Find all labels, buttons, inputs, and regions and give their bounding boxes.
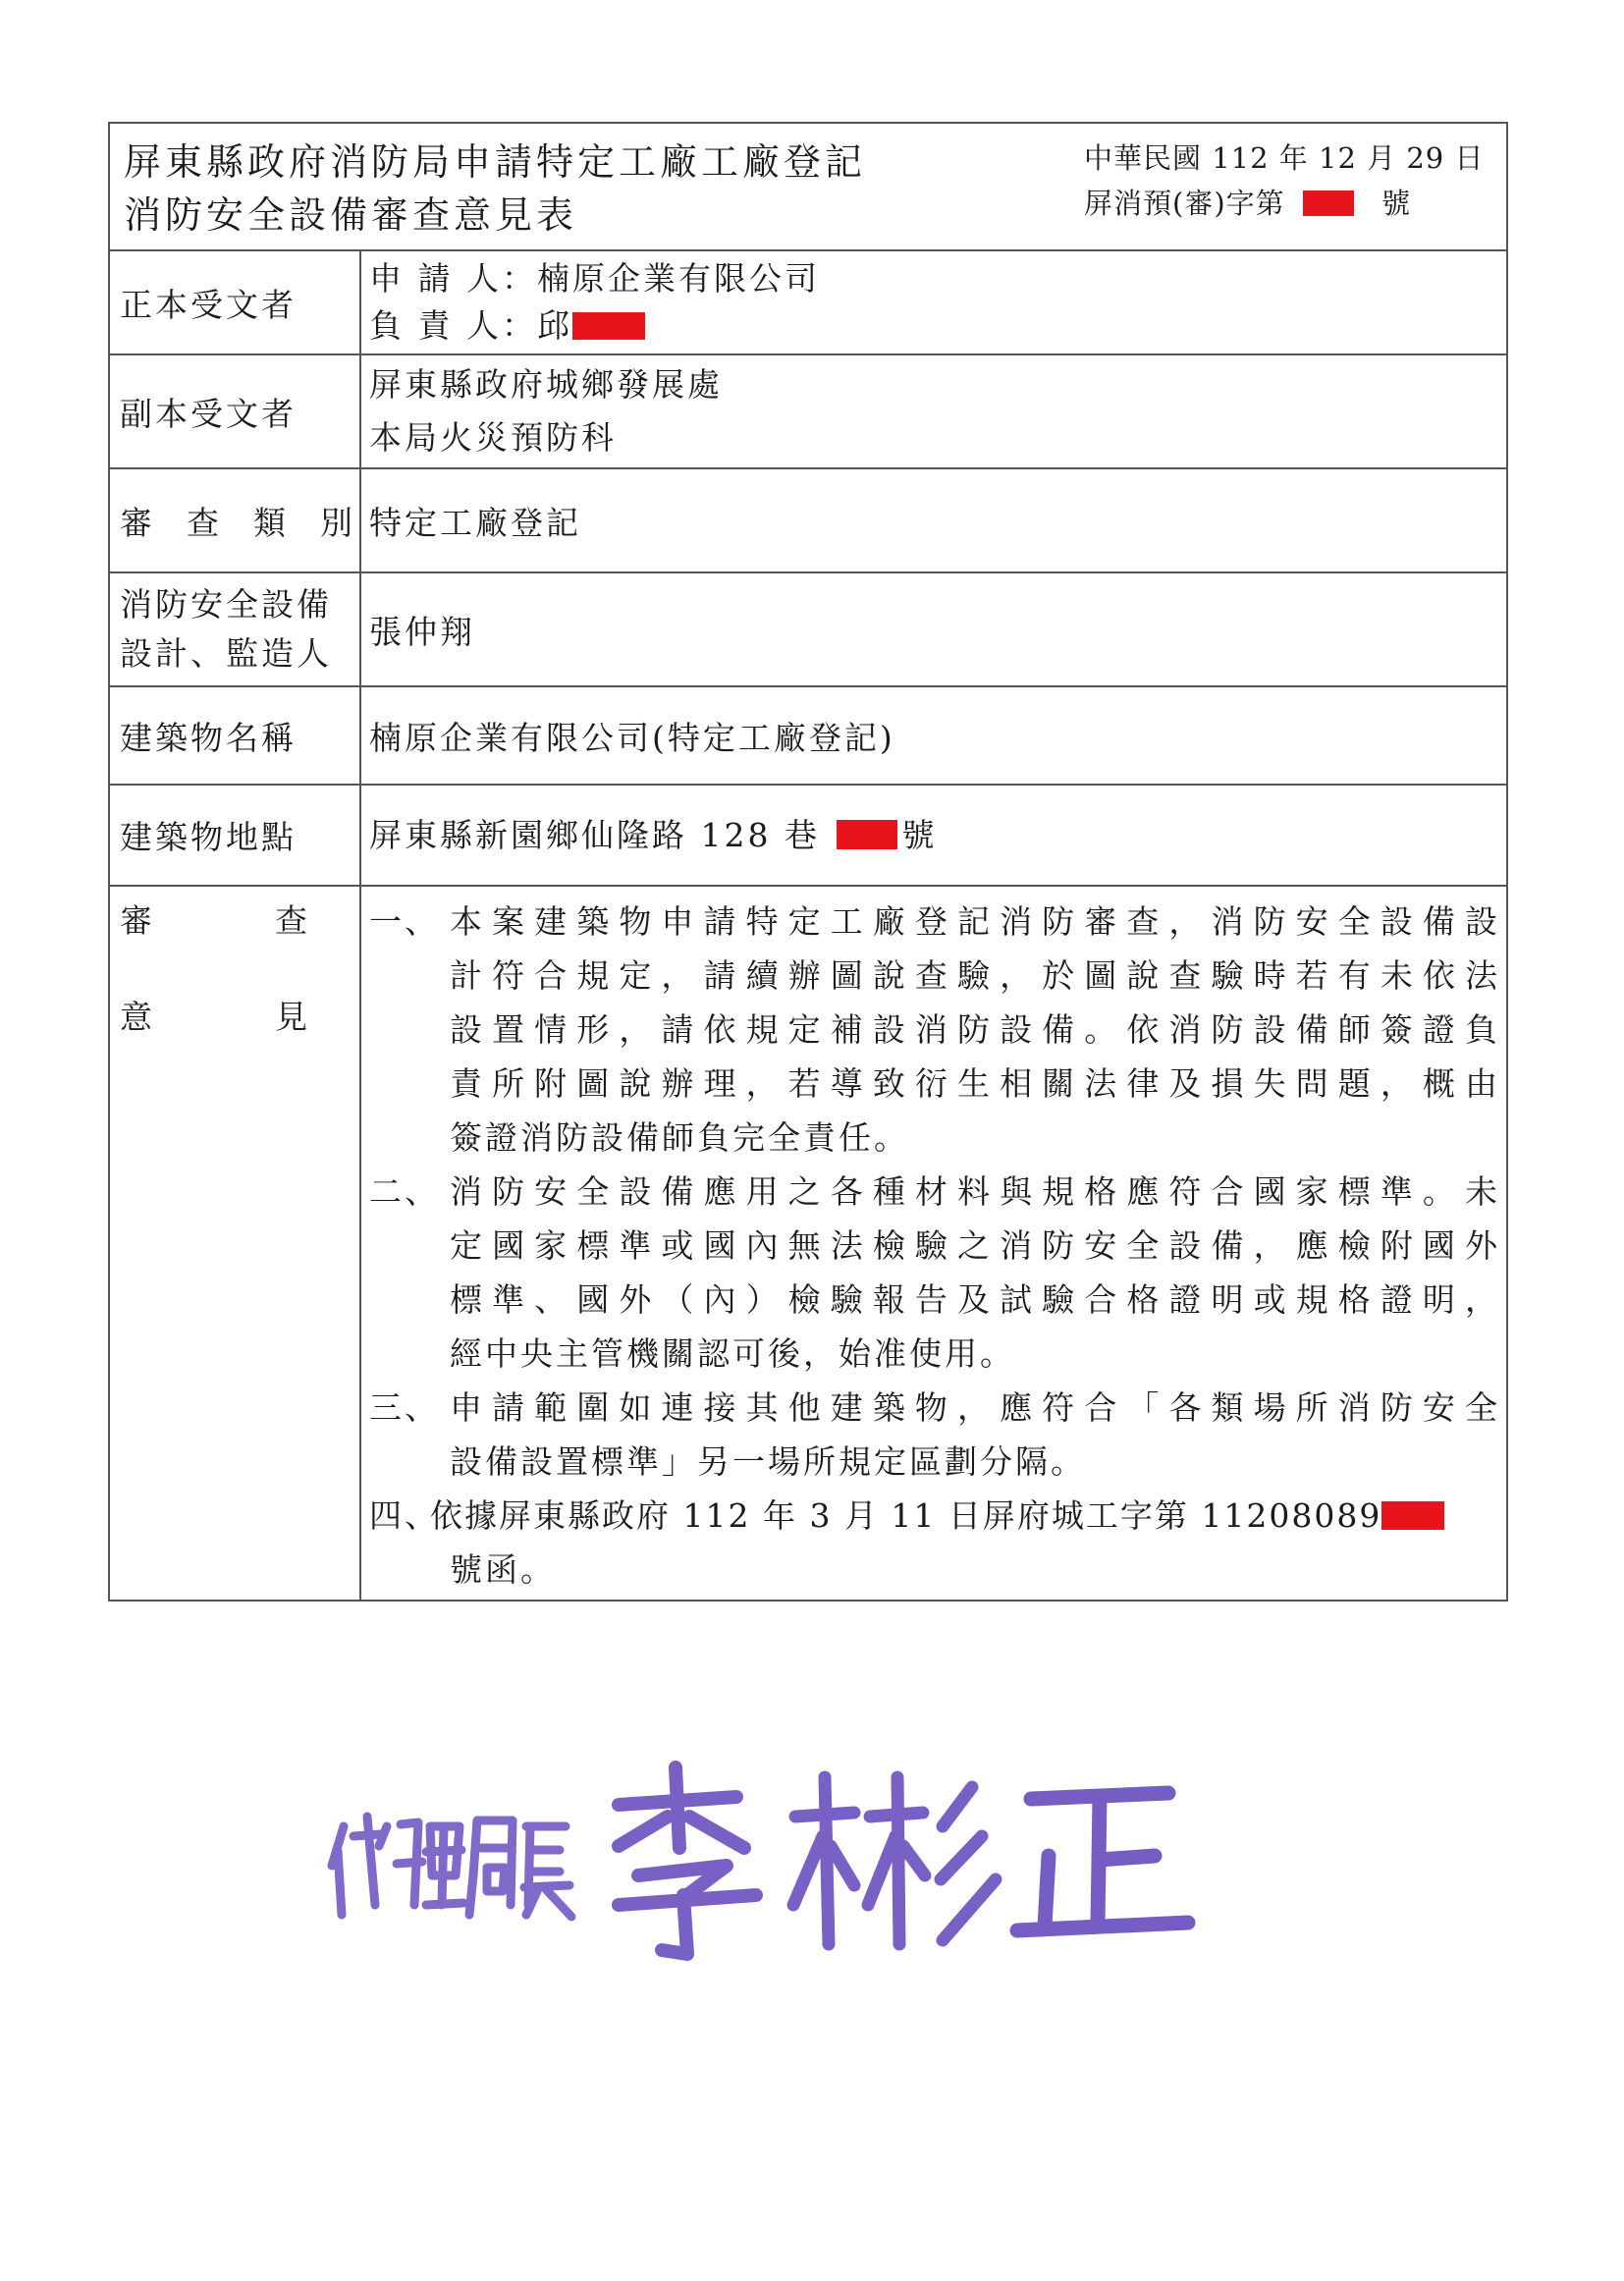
designer-label-line2: 設計、監造人 (120, 634, 332, 673)
redaction-block (1381, 1501, 1444, 1531)
designer-label-line1: 消防安全設備 (120, 585, 332, 624)
item-body (450, 1381, 1506, 1489)
copy-recipient-row (108, 355, 1508, 469)
reference-number (1084, 181, 1506, 226)
label-char: 查 (275, 901, 310, 940)
issue-date: 中華民國 112 年 12 月 29 日 (1084, 141, 1485, 175)
review-type-label (110, 469, 361, 571)
item-line: 設置情形，請依規定補設消防設備。依消防設備師簽證負 (450, 1010, 1500, 1049)
item-line: 號函。 (450, 1550, 556, 1589)
label-char: 審 (120, 503, 155, 542)
owner-line (369, 302, 1506, 350)
form-header (108, 122, 1508, 251)
item-line: 責所附圖說辦理，若導致衍生相關法律及損失問題，概由 (450, 1064, 1500, 1103)
applicant-name: 楠原企業有限公司 (536, 259, 820, 298)
review-type-row (108, 469, 1508, 573)
opinion-item-3 (369, 1381, 1506, 1489)
building-location-prefix: 屏東縣新園鄉仙隆路 128 巷 (369, 815, 820, 854)
building-location-row (108, 786, 1508, 887)
building-name-label: 建築物名稱 (110, 687, 361, 784)
item-line: 經中央主管機關認可後，始准使用。 (450, 1334, 1015, 1373)
reference-prefix: 屏消預(審)字第 (1084, 187, 1285, 220)
form-title-line1: 屏東縣政府消防局申請特定工廠工廠登記 (124, 140, 867, 184)
item-line: 設備設置標準」另一場所規定區劃分隔。 (450, 1442, 1086, 1481)
main-recipient-value (361, 251, 1506, 353)
copy-recipient-value (361, 355, 1506, 467)
redaction-block (1303, 190, 1354, 216)
opinion-row (108, 887, 1508, 1602)
label-char: 審 (120, 901, 155, 940)
item-body (450, 1165, 1506, 1381)
main-recipient-row (108, 251, 1508, 355)
seal-graphic (324, 1758, 1208, 1964)
item-line: 簽證消防設備師負完全責任。 (450, 1118, 909, 1157)
building-name-row (108, 687, 1508, 786)
designer-value: 張仲翔 (369, 612, 475, 651)
opinion-item-2 (369, 1165, 1506, 1381)
building-location-line (369, 812, 1506, 859)
opinion-value (361, 887, 1506, 1600)
applicant-line (369, 255, 1506, 302)
main-recipient-label: 正本受文者 (110, 251, 361, 353)
item-number: 二、 (369, 1172, 440, 1211)
opinion-item-1 (369, 895, 1506, 1165)
item-number: 四、 (369, 1496, 440, 1535)
opinion-item-4 (369, 1489, 1506, 1597)
item-line: 申請範圍如連接其他建築物，應符合「各類場所消防安全 (450, 1388, 1500, 1427)
owner-label: 負 責 人： (369, 306, 537, 345)
designer-label (110, 573, 361, 685)
review-type-value: 特定工廠登記 (369, 503, 581, 542)
opinion-label (110, 887, 361, 1600)
item-body (430, 1489, 1506, 1597)
item-line: 本案建築物申請特定工廠登記消防審查，消防安全設備設 (450, 902, 1500, 941)
item-number: 一、 (369, 902, 440, 941)
building-location-suffix: 號 (901, 815, 938, 854)
item-line: 定國家標準或國內無法檢驗之消防安全設備，應檢附國外 (450, 1226, 1500, 1265)
item-line-text: 依據屏東縣政府 112 年 3 月 11 日屏府城工字第 11208089 (430, 1496, 1382, 1535)
designer-row (108, 573, 1508, 687)
building-location-label: 建築物地點 (110, 786, 361, 885)
redaction-block (837, 820, 897, 849)
form-meta (1084, 124, 1506, 249)
copy-recipient-1: 屏東縣政府城鄉發展處 (369, 365, 723, 404)
item-line: 消防安全設備應用之各種材料與規格應符合國家標準。未 (450, 1172, 1500, 1211)
label-char: 類 (253, 503, 289, 542)
copy-recipient-label: 副本受文者 (110, 355, 361, 467)
copy-recipient-2: 本局火災預防科 (369, 418, 617, 457)
owner-name: 邱 (536, 306, 572, 345)
redaction-block (572, 312, 645, 340)
label-char: 意 (120, 998, 155, 1036)
item-line: 計符合規定，請續辦圖說查驗，於圖說查驗時若有未依法 (450, 956, 1500, 995)
item-line (430, 1489, 1506, 1543)
building-location-value (361, 786, 1506, 885)
item-line: 標準、國外（內）檢驗報告及試驗合格證明或規格證明， (450, 1280, 1500, 1319)
label-char: 見 (275, 998, 310, 1036)
opinion-label-pair1 (120, 898, 359, 944)
item-body (450, 895, 1506, 1165)
opinion-label-pair2 (120, 995, 359, 1040)
label-char: 別 (320, 503, 355, 542)
form-title (110, 124, 1084, 249)
item-number: 三、 (369, 1388, 440, 1427)
building-name-value: 楠原企業有限公司(特定工廠登記) (369, 718, 895, 757)
review-form (108, 122, 1508, 1602)
acting-director-seal (324, 1758, 1208, 1964)
applicant-label: 申 請 人： (369, 259, 537, 298)
reference-suffix: 號 (1381, 187, 1412, 220)
form-title-line2: 消防安全設備審查意見表 (124, 193, 578, 237)
label-char: 查 (187, 503, 222, 542)
